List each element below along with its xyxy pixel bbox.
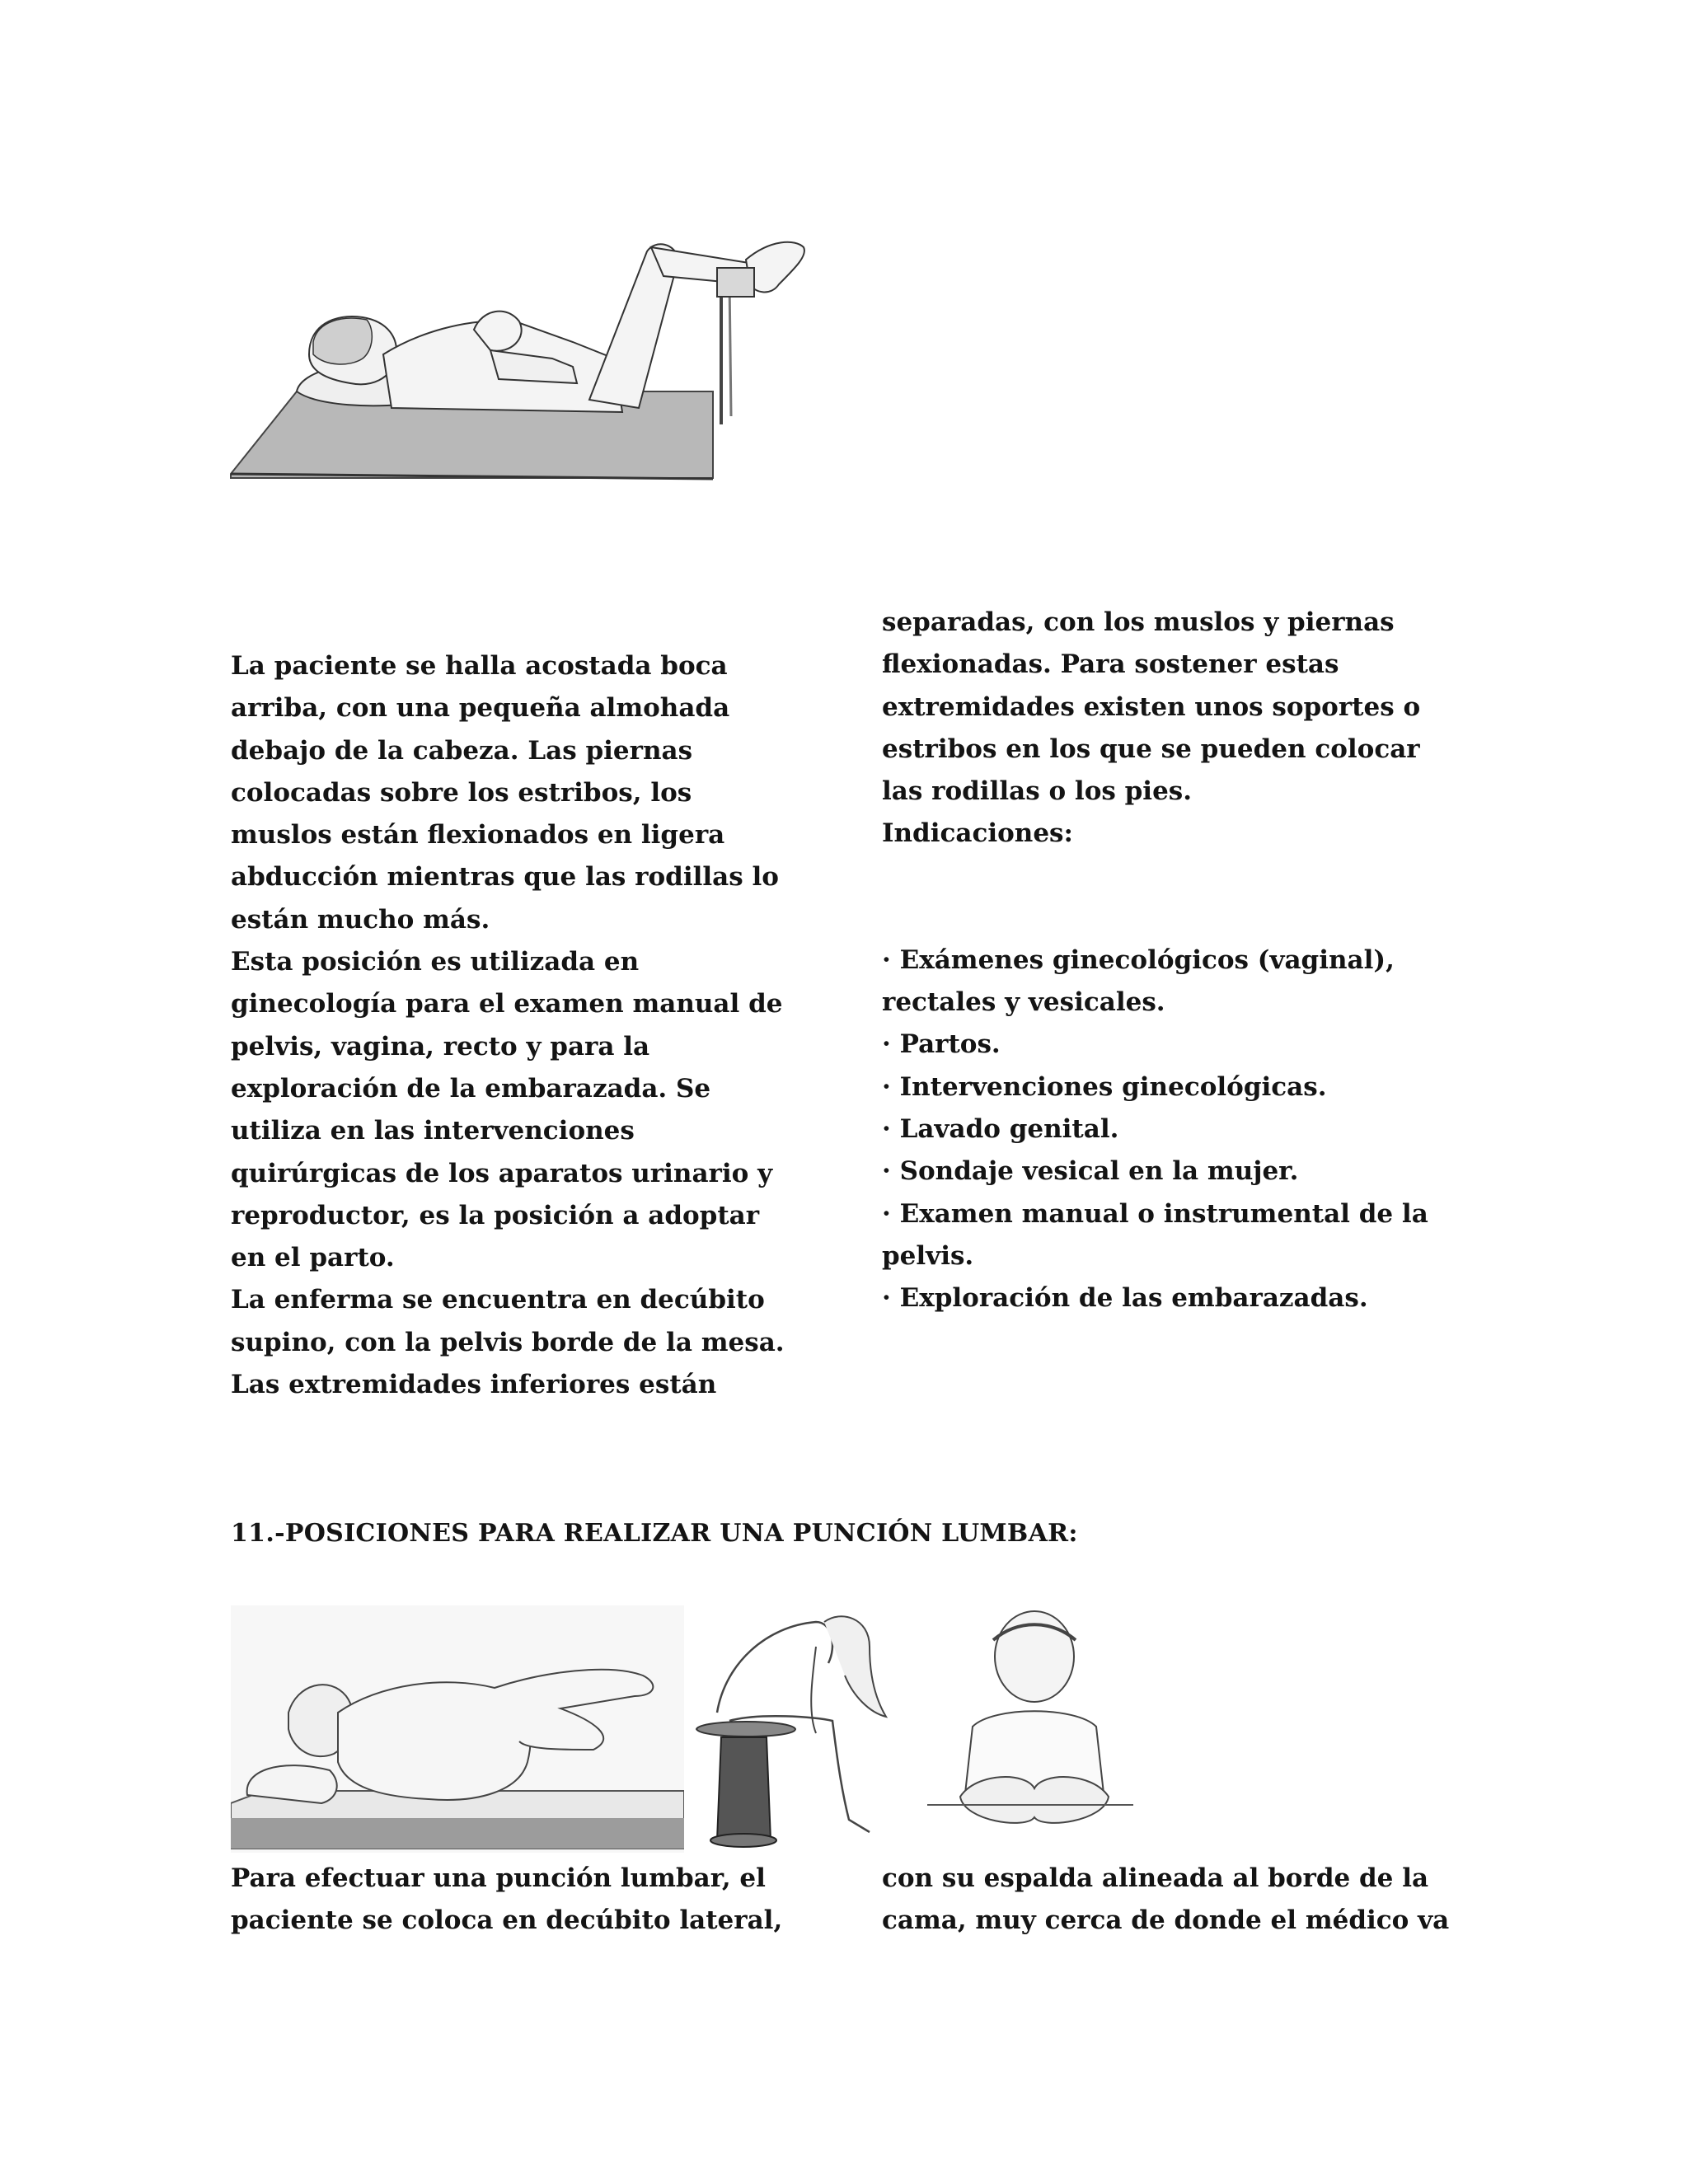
text-line: estribos en los que se pueden colocar [882, 733, 1420, 764]
text-line: utiliza en las intervenciones [231, 1116, 635, 1146]
text-line: cama, muy cerca de donde el médico va [882, 1905, 1450, 1936]
lateral-decubitus-illustration [231, 1605, 684, 1853]
stirrup-cup [717, 268, 754, 297]
bottom-left-text [231, 1858, 782, 1943]
right-text-column [882, 602, 1459, 1319]
indication-item: pelvis. [882, 1240, 974, 1271]
text-line: abducción mientras que las rodillas lo [231, 862, 779, 893]
text-line: Esta posición es utilizada en [231, 947, 640, 977]
text-line: flexionadas. Para sostener estas [882, 649, 1339, 680]
text-line: Las extremidades inferiores están [231, 1370, 717, 1400]
indication-item: · Sondaje vesical en la mujer. [882, 1156, 1299, 1187]
text-line: exploración de la embarazada. Se [231, 1073, 711, 1104]
text-line: colocadas sobre los estribos, los [231, 777, 692, 808]
back [717, 1622, 832, 1713]
text-line: ginecología para el examen manual de [231, 989, 783, 1019]
arm [811, 1647, 816, 1733]
text-line: en el parto. [231, 1243, 395, 1273]
text-line: quirúrgicas de los aparatos urinario y [231, 1158, 773, 1188]
text-line: arriba, con una pequeña almohada [231, 693, 730, 724]
indication-item: · Exámenes ginecológicos (vaginal), [882, 944, 1395, 975]
right-paragraph [882, 602, 1459, 855]
text-line: Indicaciones: [882, 818, 1073, 849]
text-line: pelvis, vagina, recto y para la [231, 1031, 650, 1062]
seated-leaning-forward-illustration [911, 1595, 1146, 1858]
section-heading: 11.-POSICIONES PARA REALIZAR UNA PUNCIÓN LUMBAR: [231, 1519, 1078, 1548]
text-line: muslos están flexionados en ligera [231, 820, 725, 851]
indications-list [882, 940, 1459, 1320]
stirrup-rod [729, 280, 731, 416]
indication-item: · Intervenciones ginecológicas. [882, 1071, 1327, 1102]
seated-flexed-illustration [692, 1597, 907, 1857]
stool-foot [710, 1834, 776, 1847]
stool-seat [696, 1722, 795, 1736]
indication-item: · Examen manual o instrumental de la [882, 1198, 1428, 1229]
indication-item: rectales y vesicales. [882, 987, 1165, 1018]
stool-base [717, 1737, 771, 1840]
text-line: supino, con la pelvis borde de la mesa. [231, 1327, 785, 1357]
indication-item: · Exploración de las embarazadas. [882, 1283, 1368, 1314]
text-line: paciente se coloca en decúbito lateral, [231, 1905, 783, 1936]
text-line: extremidades existen unos soportes o [882, 691, 1421, 722]
text-line: Para efectuar una punción lumbar, el [231, 1863, 766, 1893]
text-line: con su espalda alineada al borde de la [882, 1863, 1429, 1893]
text-line: La paciente se halla acostada boca [231, 651, 728, 681]
bottom-right-text [882, 1858, 1449, 1943]
text-line: reproductor, es la posición a adoptar [231, 1200, 760, 1230]
indication-item: · Partos. [882, 1029, 1001, 1060]
left-text-column [231, 645, 791, 1406]
indication-item: · Lavado genital. [882, 1113, 1119, 1144]
lithotomy-position-illustration [227, 235, 886, 482]
text-line: las rodillas o los pies. [882, 776, 1193, 807]
mattress-side [231, 1818, 684, 1849]
text-line: separadas, con los muslos y piernas [882, 607, 1395, 637]
head-hair [824, 1616, 886, 1717]
text-line: debajo de la cabeza. Las piernas [231, 735, 693, 766]
text-line: La enferma se encuentra en decúbito [231, 1285, 765, 1315]
text-line: están mucho más. [231, 904, 490, 935]
